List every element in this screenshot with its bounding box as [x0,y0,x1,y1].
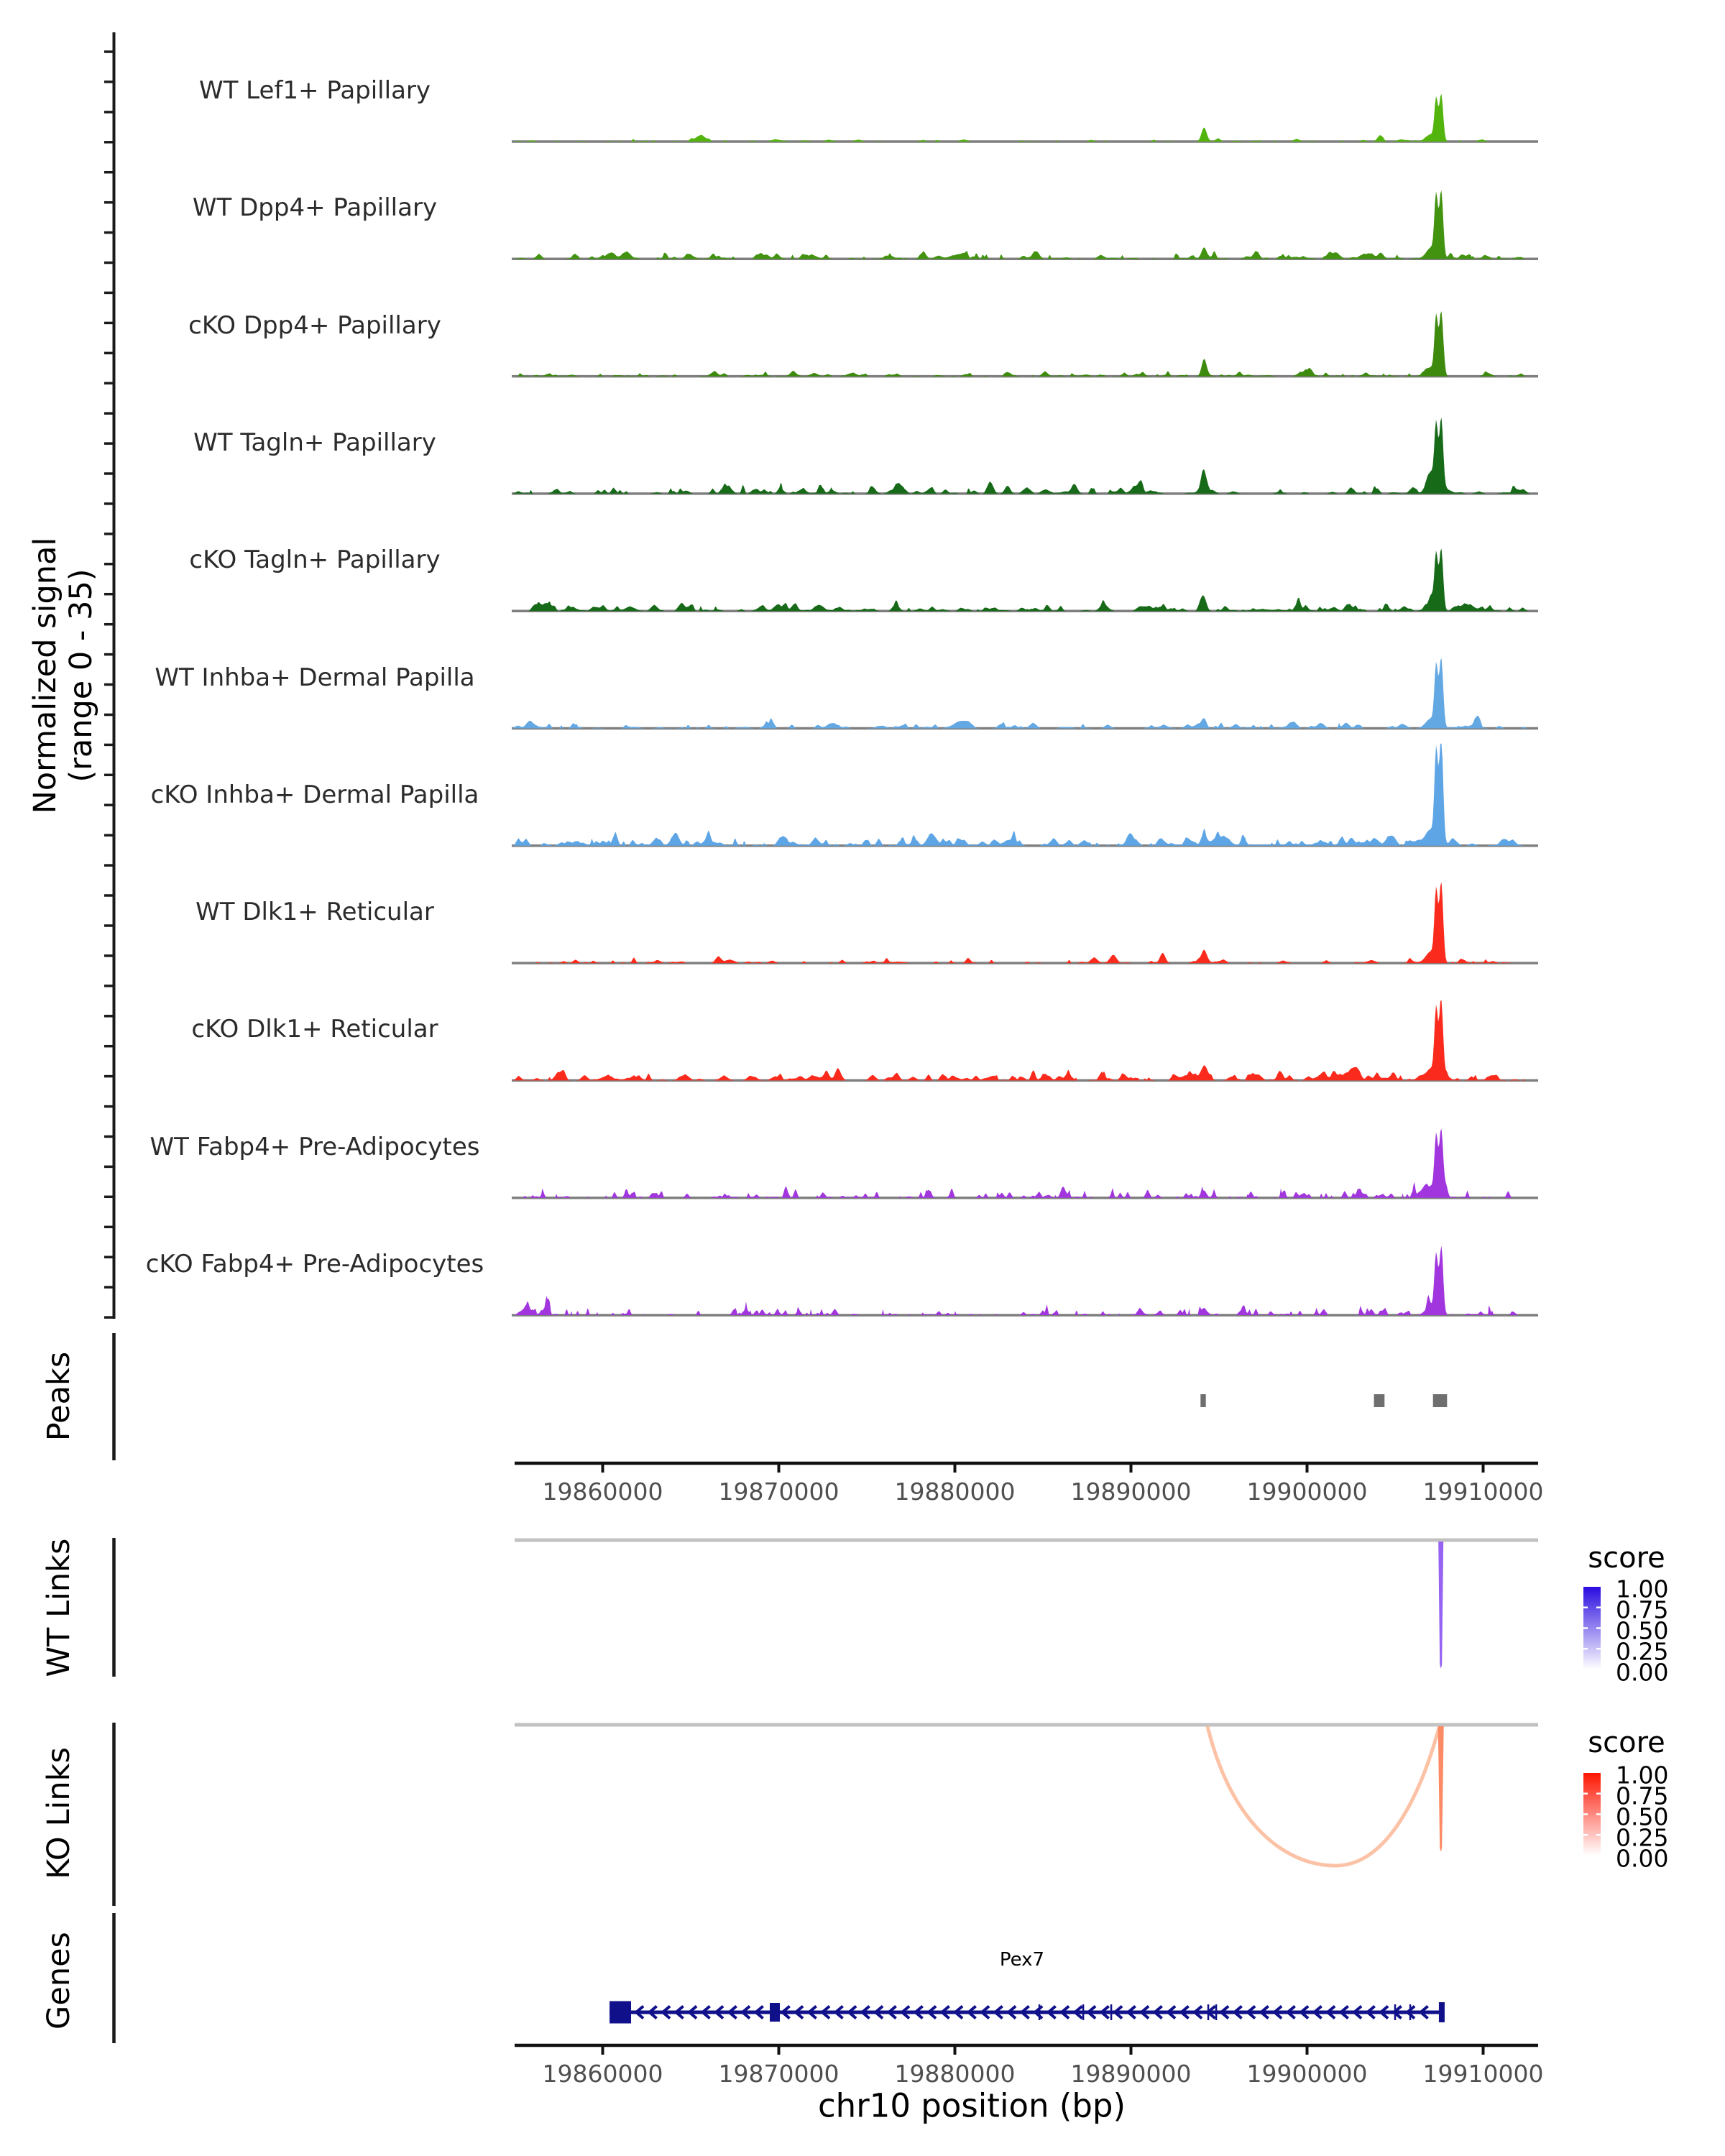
x-axis-title: chr10 position (bp) [817,2086,1126,2125]
track-label: cKO Dpp4+ Papillary [188,310,441,340]
coverage-area [513,1000,1537,1081]
wt-score-tick-label: 0.00 [1616,1658,1669,1687]
gene-exon-box [770,2003,780,2022]
coverage-area [513,548,1537,611]
wt-score-legend-title: score [1588,1542,1665,1575]
gene-exon-box [610,2001,631,2024]
coverage-area [513,311,1537,377]
wt-score-tick-label: 0.25 [1616,1637,1669,1666]
genomic-tick-label: 19890000 [1070,1478,1192,1506]
genomic-tick-label: 19880000 [894,2060,1016,2088]
coverage-area [513,883,1537,964]
track-label: WT Lef1+ Papillary [198,76,431,105]
track-label: WT Fabp4+ Pre-Adipocytes [150,1132,480,1161]
track-label: WT Inhba+ Dermal Papilla [155,663,475,692]
ko-score-tick-label: 1.00 [1616,1761,1669,1789]
section-label-genes: Genes [41,1932,77,2030]
ko-score-legend-title: score [1588,1726,1665,1759]
genomic-tick-label: 19900000 [1246,2060,1368,2088]
peak-region-rect [1374,1394,1385,1407]
section-label-ko-links: KO Links [41,1747,77,1879]
track-label: cKO Dlk1+ Reticular [191,1015,438,1044]
wt-score-tick-label: 0.75 [1616,1595,1669,1624]
coverage-area [513,658,1537,728]
track-label: cKO Fabp4+ Pre-Adipocytes [145,1250,484,1279]
wt-link [1438,1542,1443,1668]
track-label: cKO Tagln+ Papillary [189,545,441,575]
track-label: WT Tagln+ Papillary [193,428,436,457]
peak-region-rect [1433,1394,1448,1407]
ko-score-tick-label: 0.75 [1616,1782,1669,1810]
ko-link [1438,1726,1444,1851]
section-label-peaks: Peaks [41,1351,77,1442]
track-label: WT Dpp4+ Papillary [192,193,438,223]
axis-brackets [104,32,114,2043]
wt-score-tick-label: 0.50 [1616,1616,1669,1645]
coverage-area [513,1245,1537,1315]
coverage-area [513,1128,1537,1197]
coverage-area [513,418,1537,494]
track-label: cKO Inhba+ Dermal Papilla [150,780,479,809]
gene-name-label: Pex7 [999,1949,1045,1971]
genomic-tick-label: 19860000 [542,1478,663,1506]
signal-tracks [512,94,1538,1315]
ko-score-tick-label: 0.00 [1616,1844,1669,1873]
ko-score-tick-label: 0.25 [1616,1823,1669,1852]
y-axis-label-line2: (range 0 - 35) [63,568,99,783]
coverage-area [513,744,1537,846]
genomic-tick-label: 19910000 [1422,2060,1544,2088]
wt-score-tick-label: 1.00 [1616,1575,1669,1603]
y-axis-label [27,538,99,814]
track-label: WT Dlk1+ Reticular [196,898,434,927]
genomic-tick-label: 19880000 [894,1478,1016,1506]
genomic-tick-label: 19890000 [1070,2060,1192,2088]
genomic-tick-label: 19870000 [718,1478,840,1506]
links-tracks [515,1540,1538,1866]
genomic-tick-label: 19860000 [542,2060,663,2088]
section-label-wt-links: WT Links [41,1538,77,1677]
peaks-track [1200,1394,1447,1407]
genomic-tick-label: 19870000 [718,2060,840,2088]
y-axis-label-line1: Normalized signal [27,537,63,814]
genomic-tick-label: 19900000 [1246,1478,1368,1506]
coverage-area [513,94,1537,142]
ko-score-tick-label: 0.50 [1616,1802,1669,1831]
ko-link-arc [1208,1726,1439,1866]
gene-end-bar [1439,2002,1445,2022]
peak-region-rect [1200,1394,1205,1407]
score-legends [1583,1587,1601,1856]
coverage-area [513,190,1537,259]
genomic-tick-label: 19910000 [1422,1478,1544,1506]
gene-model [610,2001,1445,2024]
